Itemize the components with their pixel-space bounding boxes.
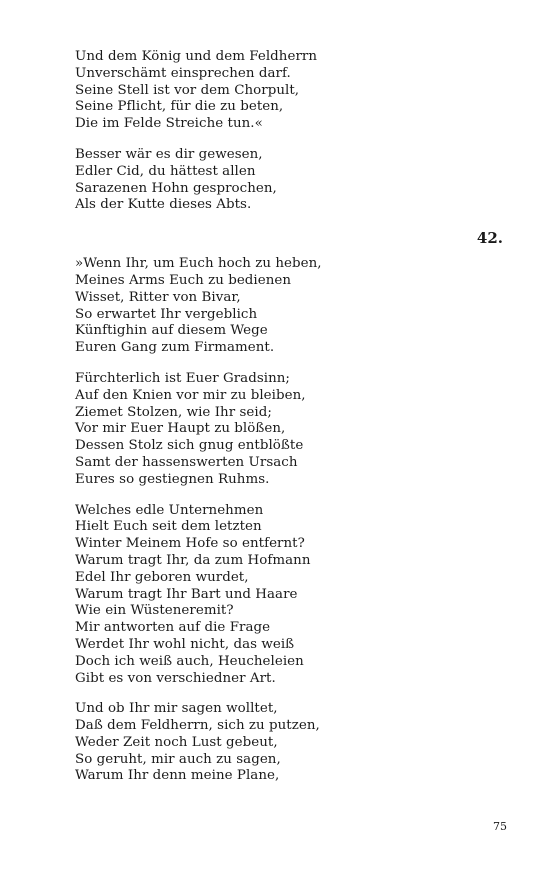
verse-line: Meines Arms Euch zu bedienen xyxy=(75,272,292,288)
verse-line: Seine Stell ist vor dem Chorpult, xyxy=(75,82,300,98)
verse-line: Winter Meinem Hofe so entfernt? xyxy=(75,536,305,552)
verse-line: Edel Ihr geboren wurdet, xyxy=(75,569,249,585)
stanza xyxy=(75,49,505,133)
verse-line: Auf den Knien vor mir zu bleiben, xyxy=(75,387,306,403)
verse-line: Fürchterlich ist Euer Gradsinn; xyxy=(75,370,290,386)
verse-line: Weder Zeit noch Lust gebeut, xyxy=(75,734,278,750)
verse-line: Künftighin auf diesem Wege xyxy=(75,323,268,339)
stanzas-before-section xyxy=(75,49,505,214)
verse-line: Wisset, Ritter von Bivar, xyxy=(75,289,241,305)
verse-line: Besser wär es dir gewesen, xyxy=(75,146,263,162)
verse-line: Eures so gestiegnen Ruhms. xyxy=(75,471,270,487)
stanza xyxy=(75,503,505,688)
verse-line: Euren Gang zum Firmament. xyxy=(75,340,275,356)
section-stanzas xyxy=(75,256,505,785)
stanza xyxy=(75,147,505,214)
verse-line: Hielt Euch seit dem letzten xyxy=(75,519,262,535)
verse-line: Mir antworten auf die Frage xyxy=(75,620,271,636)
verse-line: Samt der hassenswerten Ursach xyxy=(75,454,298,470)
stanza xyxy=(75,256,505,357)
verse-line: Werdet Ihr wohl nicht, das weiß xyxy=(75,636,295,652)
verse-line: Dessen Stolz sich gnug entblößte xyxy=(75,438,304,454)
verse-line: Die im Felde Streiche tun.« xyxy=(75,116,263,132)
verse-line: Und ob Ihr mir sagen wolltet, xyxy=(75,701,278,717)
verse-line: Und dem König und dem Feldherrn xyxy=(75,49,318,64)
stanza xyxy=(75,371,505,489)
verse-line: Seine Pflicht, für die zu beten, xyxy=(75,99,284,115)
page-number: 75 xyxy=(493,820,507,833)
verse-line: Wie ein Wüsteneremit? xyxy=(75,603,234,619)
section-heading: 42. xyxy=(476,229,503,248)
verse-line: Sarazenen Hohn gesprochen, xyxy=(75,180,277,196)
verse-line: So erwartet Ihr vergeblich xyxy=(75,306,258,322)
verse-line: Warum tragt Ihr Bart und Haare xyxy=(75,586,298,602)
verse-line: Warum tragt Ihr, da zum Hofmann xyxy=(75,552,311,568)
verse-line: Daß dem Feldherrn, sich zu putzen, xyxy=(75,718,320,734)
verse-line: Gibt es von verschiedner Art. xyxy=(75,670,276,686)
verse-line: Warum Ihr denn meine Plane, xyxy=(75,768,280,784)
verse-line: Ziemet Stolzen, wie Ihr seid; xyxy=(75,404,272,420)
verse-line: Edler Cid, du hättest allen xyxy=(75,163,256,179)
stanza xyxy=(75,701,505,785)
verse-line: Vor mir Euer Haupt zu blößen, xyxy=(75,421,286,437)
verse-line: »Wenn Ihr, um Euch hoch zu heben, xyxy=(75,256,322,272)
verse-line: So geruht, mir auch zu sagen, xyxy=(75,751,281,767)
verse-line: Doch ich weiß auch, Heucheleien xyxy=(75,653,304,669)
verse-line: Welches edle Unternehmen xyxy=(75,502,264,518)
poem-text xyxy=(75,49,505,799)
verse-line: Unverschämt einsprechen darf. xyxy=(75,65,291,81)
verse-line: Als der Kutte dieses Abts. xyxy=(75,197,252,213)
